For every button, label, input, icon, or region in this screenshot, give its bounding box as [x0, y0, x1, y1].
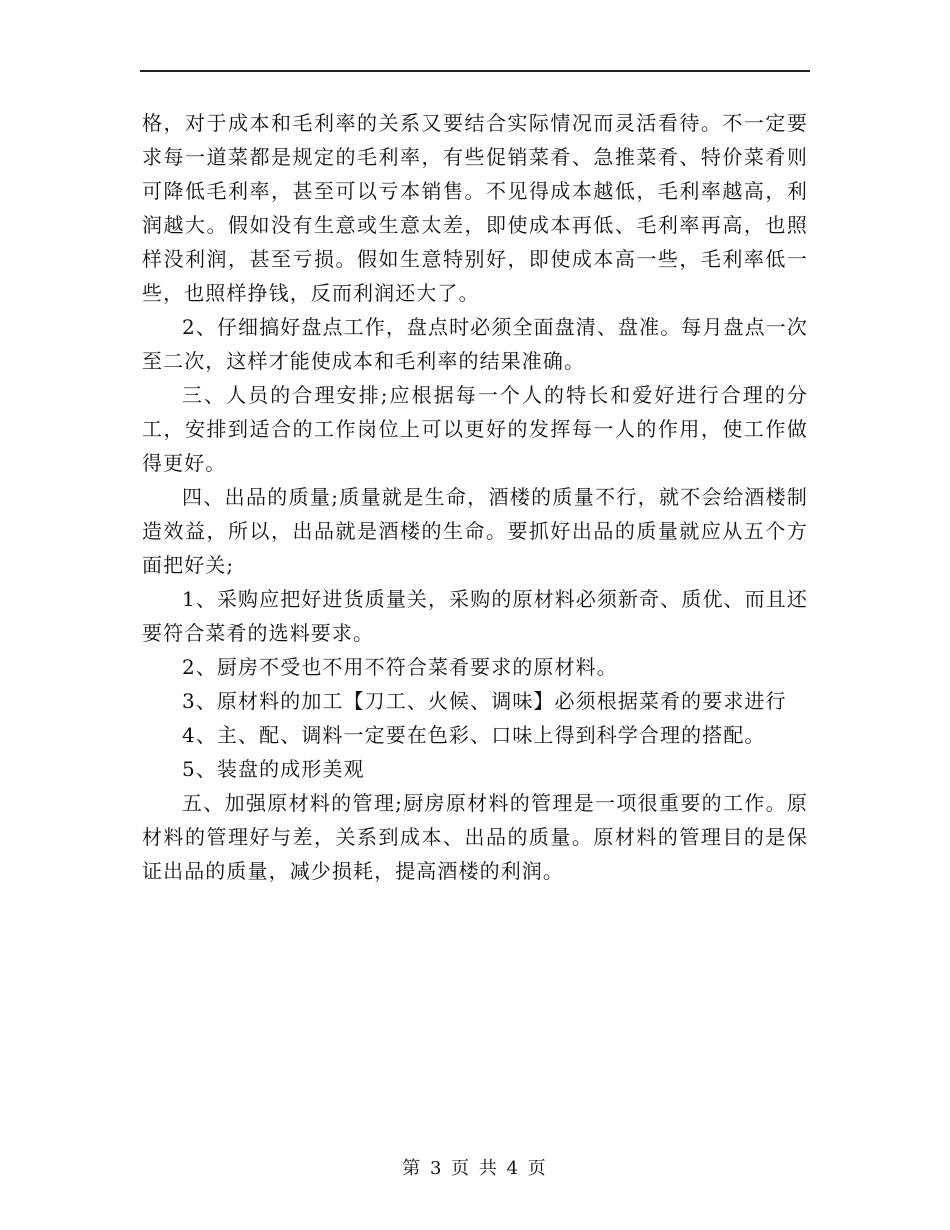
header-rule — [140, 70, 810, 72]
paragraph-materials-management: 五、加强原材料的管理;厨房原材料的管理是一项很重要的工作。原材料的管理好与差，关系到成本、出品的质量。原材料的管理目的是保证出品的质量，减少损耗，提高酒楼的利润。 — [142, 791, 808, 883]
list-item-ingredients: 4、主、配、调料一定要在色彩、口味上得到科学合理的搭配。 — [182, 723, 766, 747]
list-item-purchasing: 1、采购应把好进货质量关，采购的原材料必须新奇、质优、而且还要符合菜肴的选料要求。 — [142, 587, 808, 645]
paragraph-output-quality: 四、出品的质量;质量就是生命，酒楼的质量不行，就不会给酒楼制造效益，所以，出品就是酒楼的生命。要抓好出品的质量就应从五个方面把好关; — [142, 485, 808, 577]
paragraph-continuation: 格，对于成本和毛利率的关系又要结合实际情况而灵活看待。不一定要求每一道菜都是规定的毛利率，有些促销菜肴、急推菜肴、特价菜肴则可降低毛利率，甚至可以亏本销售。不见得成本越低，毛利率越高，利润越大。假如没有生意或生意太差，即使成本再低、毛利率再高，也照样没利润，甚至亏损。假如生意特别好，即使成本高一些，毛利率低一些，也照样挣钱，反而利润还大了。 — [142, 111, 808, 305]
list-item-processing: 3、原材料的加工【刀工、火候、调味】必须根据菜肴的要求进行 — [182, 689, 787, 713]
document-body — [142, 106, 808, 888]
page-number: 第 3 页 共 4 页 — [402, 1158, 548, 1179]
list-item-kitchen: 2、厨房不受也不用不符合菜肴要求的原材料。 — [182, 655, 618, 679]
paragraph-inventory: 2、仔细搞好盘点工作，盘点时必须全面盘清、盘准。每月盘点一次至二次，这样才能使成本和毛利率的结果准确。 — [142, 315, 808, 373]
paragraph-staffing: 三、人员的合理安排;应根据每一个人的特长和爱好进行合理的分工，安排到适合的工作岗位上可以更好的发挥每一人的作用，使工作做得更好。 — [142, 383, 808, 475]
list-item-plating: 5、装盘的成形美观 — [182, 757, 365, 781]
